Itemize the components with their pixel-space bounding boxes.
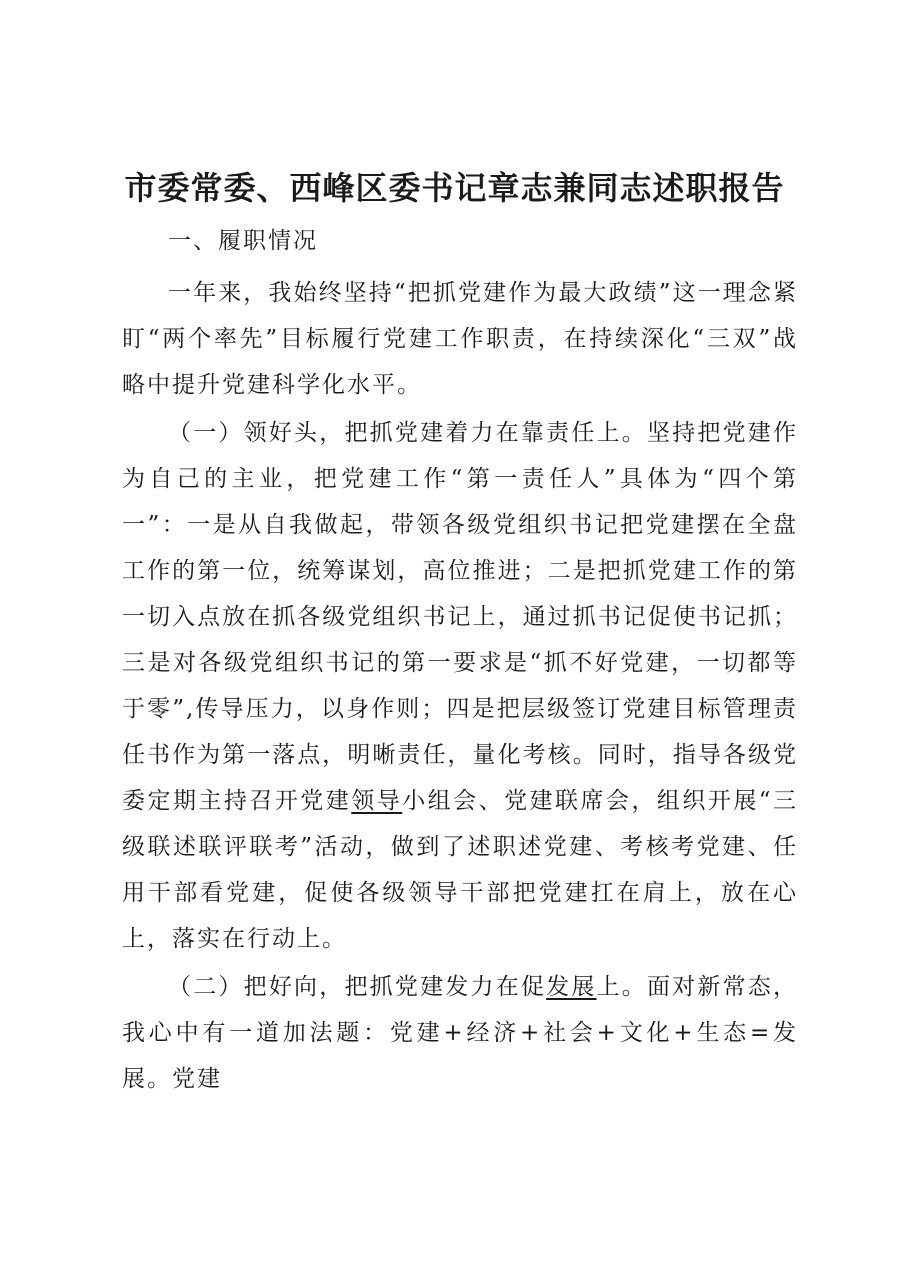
paragraph-3 [122, 964, 798, 1102]
underlined-word-fazhan: 发展 [546, 974, 597, 1000]
underlined-word-lingdao: 领导 [351, 788, 403, 814]
paragraph-2 [122, 410, 798, 962]
paragraph-3-text-a: （二）把好向，把抓党建发力在促 [168, 974, 547, 1000]
paragraph-2-text-b: 小组会、党建联席会，组织开展“三级联述联评联考”活动，做到了述职述党建、考核考党建、任用干部看党建，促使各级领导干部把党建扛在肩上，放在心上，落实在行动上。 [122, 788, 799, 952]
section-heading: 一、履职情况 [168, 228, 318, 254]
document-body [122, 218, 798, 1104]
paragraph-1: 一年来，我始终坚持“把抓党建作为最大政绩”这一理念紧盯“两个率先”目标履行党建工作职责，在持续深化“三双”战略中提升党建科学化水平。 [122, 280, 798, 398]
paragraph-3-text-b: 上。面对新常态，我心中有一道加法题：党建+经济+社会+文化+生态=发展。党建 [122, 974, 799, 1092]
paragraph-2-text-a: （一）领好头，把抓党建着力在靠责任上。坚持把党建作为自己的主业，把党建工作“第一责任人”具体为“四个第一”：一是从自我做起，带领各级党组织书记把党建摆在全盘工作的第一位，统筹谋划，高位推进；二是把抓党建工作的第一切入点放在抓各级党组织书记上，通过抓书记促使书记抓；三是对各级党组织书记的第一要求是“抓不好党建，一切都等于零”,传导压力，以身作则；四是把层级签订党建目标管理责任书作为第一落点，明晰责任，量化考核。同时，指导各级党委定期主持召开党建 [122, 420, 798, 814]
document-title: 市委常委、西峰区委书记章志兼同志述职报告 [124, 169, 785, 207]
